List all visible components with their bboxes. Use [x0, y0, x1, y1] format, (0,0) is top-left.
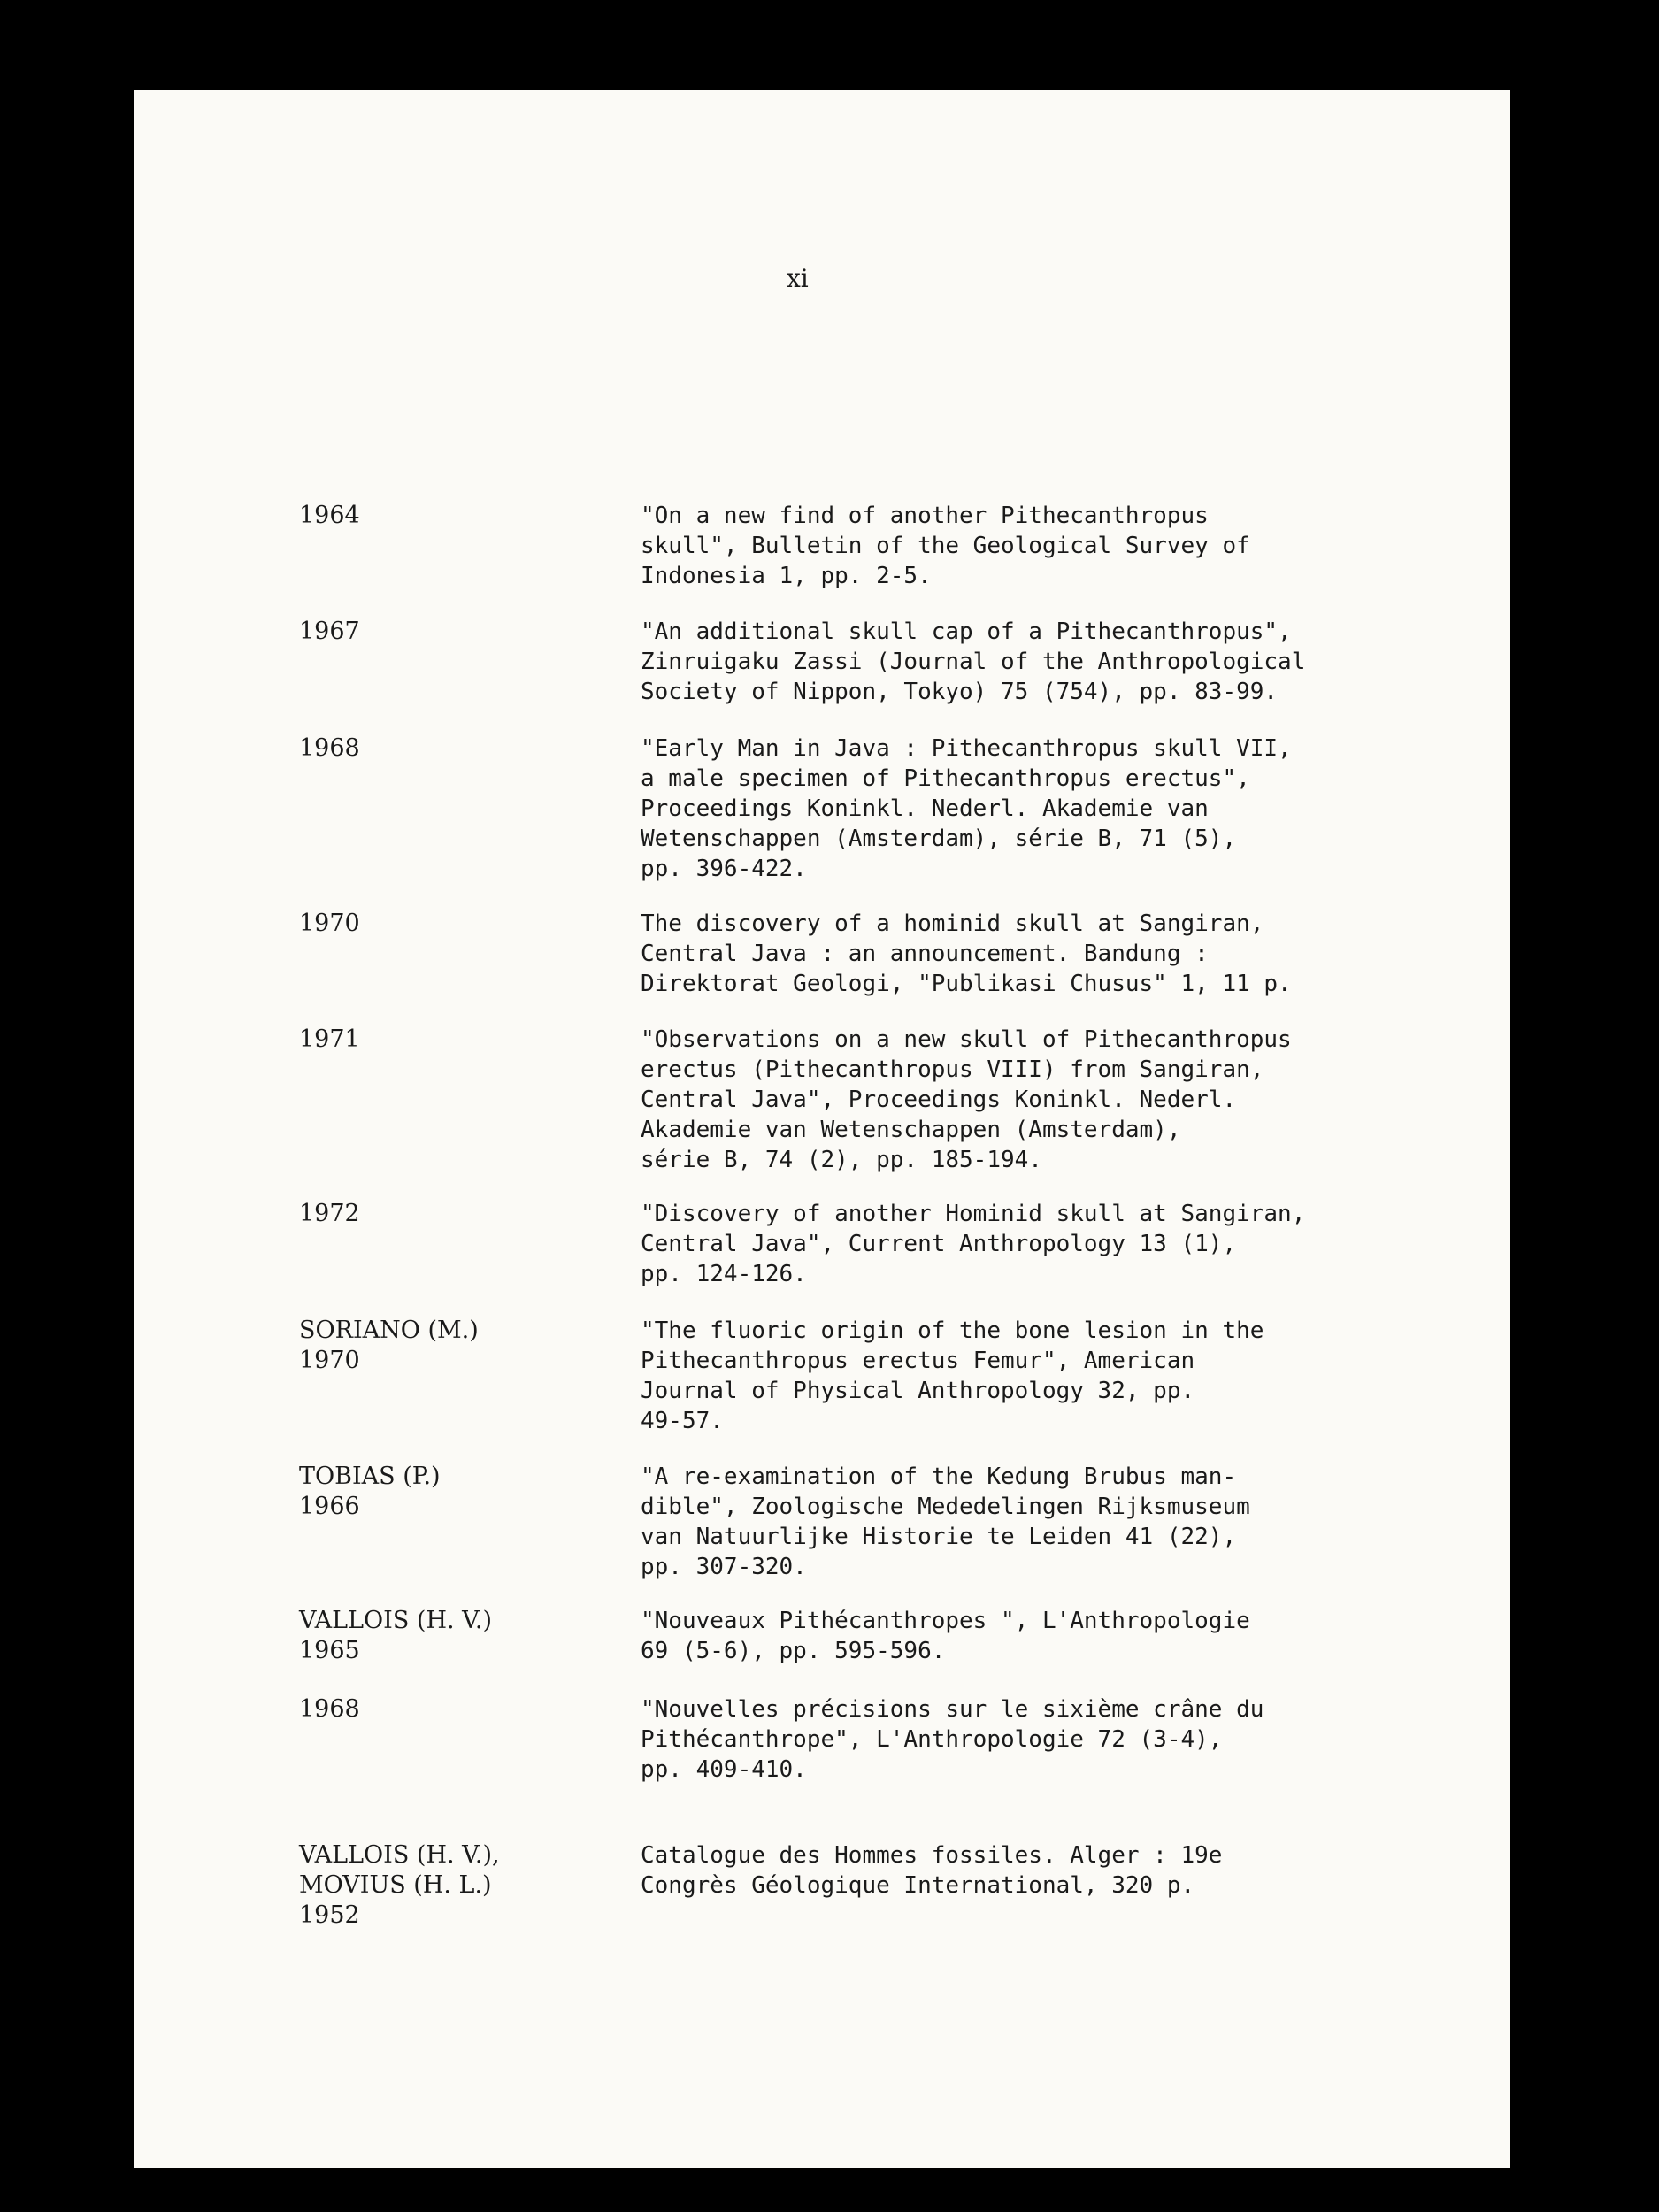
citation-line: The discovery of a hominid skull at Sangiran,	[641, 910, 1264, 937]
entry-author-year	[299, 733, 360, 764]
citation-line: Wetenschappen (Amsterdam), série B, 71 (5),	[641, 826, 1237, 852]
citation-line: dible", Zoologische Mededelingen Rijksmuseum	[641, 1494, 1250, 1520]
citation-line: "Early Man in Java : Pithecanthropus skull VII,	[641, 735, 1292, 762]
citation-line: "On a new find of another Pithecanthropus	[641, 503, 1209, 529]
entry-author: VALLOIS (H. V.),	[299, 1841, 500, 1869]
citation-line: Direktorat Geologi, "Publikasi Chusus" 1, 11 p.	[641, 971, 1292, 997]
entry-citation	[641, 501, 1402, 591]
entry-year: 1968	[299, 1695, 360, 1723]
entry-author-year	[299, 1199, 360, 1229]
citation-line: Akademie van Wetenschappen (Amsterdam),	[641, 1117, 1181, 1143]
entry-author-year	[299, 617, 360, 647]
citation-line: 69 (5-6), pp. 595-596.	[641, 1638, 946, 1664]
citation-line: "An additional skull cap of a Pithecanthropus",	[641, 618, 1292, 645]
entry-citation	[641, 1606, 1402, 1666]
citation-line: skull", Bulletin of the Geological Survey of	[641, 533, 1250, 559]
entry-year: 1952	[299, 1901, 360, 1929]
citation-line: "Discovery of another Hominid skull at Sangiran,	[641, 1201, 1306, 1227]
entry-author-year	[299, 1840, 500, 1931]
citation-line: pp. 124-126.	[641, 1261, 807, 1287]
citation-line: pp. 409-410.	[641, 1756, 807, 1783]
entry-year: 1965	[299, 1637, 360, 1664]
entry-citation	[641, 1199, 1402, 1289]
entry-year: 1966	[299, 1493, 360, 1520]
entry-citation	[641, 1316, 1402, 1436]
entry-author: MOVIUS (H. L.)	[299, 1871, 492, 1899]
entry-author-year	[299, 1316, 479, 1376]
citation-line: Catalogue des Hommes fossiles. Alger : 19e	[641, 1842, 1223, 1869]
citation-line: "The fluoric origin of the bone lesion in the	[641, 1317, 1264, 1344]
citation-line: Indonesia 1, pp. 2-5.	[641, 563, 932, 589]
entry-author-year	[299, 909, 360, 939]
citation-line: Journal of Physical Anthropology 32, pp.	[641, 1378, 1195, 1404]
page-number: xi	[787, 264, 809, 293]
entry-citation	[641, 1462, 1402, 1582]
entry-author-year	[299, 501, 360, 531]
entry-citation	[641, 617, 1402, 707]
entry-year: 1972	[299, 1200, 360, 1227]
entry-author: SORIANO (M.)	[299, 1317, 479, 1344]
entry-year: 1968	[299, 734, 360, 762]
citation-line: van Natuurlijke Historie te Leiden 41 (22),	[641, 1524, 1237, 1550]
citation-line: Pithécanthrope", L'Anthropologie 72 (3-4),	[641, 1726, 1223, 1753]
entry-citation	[641, 1840, 1402, 1901]
entry-author-year	[299, 1606, 492, 1666]
entry-year: 1970	[299, 910, 360, 937]
citation-line: pp. 307-320.	[641, 1554, 807, 1580]
citation-line: 49-57.	[641, 1408, 724, 1434]
entry-author: VALLOIS (H. V.)	[299, 1607, 493, 1634]
citation-line: Central Java", Current Anthropology 13 (1),	[641, 1231, 1237, 1257]
citation-line: Zinruigaku Zassi (Journal of the Anthropological	[641, 649, 1306, 675]
citation-line: "Observations on a new skull of Pithecanthropus	[641, 1026, 1292, 1053]
citation-line: Central Java : an announcement. Bandung :	[641, 941, 1209, 967]
entry-author-year	[299, 1025, 360, 1055]
citation-line: "A re-examination of the Kedung Brubus man-	[641, 1463, 1237, 1490]
entry-citation	[641, 1025, 1402, 1175]
citation-line: erectus (Pithecanthropus VIII) from Sangiran,	[641, 1056, 1264, 1083]
entry-citation	[641, 733, 1402, 884]
entry-year: 1971	[299, 1025, 360, 1053]
entry-year: 1967	[299, 618, 360, 645]
citation-line: pp. 396-422.	[641, 856, 807, 882]
entry-author-year	[299, 1462, 441, 1522]
citation-line: Pithecanthropus erectus Femur", American	[641, 1348, 1195, 1374]
entry-author: TOBIAS (P.)	[299, 1463, 441, 1490]
citation-line: Proceedings Koninkl. Nederl. Akademie van	[641, 795, 1209, 822]
citation-line: a male specimen of Pithecanthropus erectus",	[641, 765, 1250, 792]
entry-author-year	[299, 1694, 360, 1724]
citation-line: Central Java", Proceedings Koninkl. Nederl.	[641, 1087, 1237, 1113]
citation-line: Society of Nippon, Tokyo) 75 (754), pp. 83-99.	[641, 679, 1279, 705]
entry-citation	[641, 909, 1402, 999]
entry-year: 1970	[299, 1347, 360, 1374]
citation-line: série B, 74 (2), pp. 185-194.	[641, 1147, 1042, 1173]
entry-year: 1964	[299, 502, 360, 529]
citation-line: Congrès Géologique International, 320 p.	[641, 1872, 1195, 1899]
entry-citation	[641, 1694, 1402, 1785]
citation-line: "Nouveaux Pithécanthropes ", L'Anthropologie	[641, 1608, 1250, 1634]
citation-line: "Nouvelles précisions sur le sixième crâne du	[641, 1696, 1264, 1723]
